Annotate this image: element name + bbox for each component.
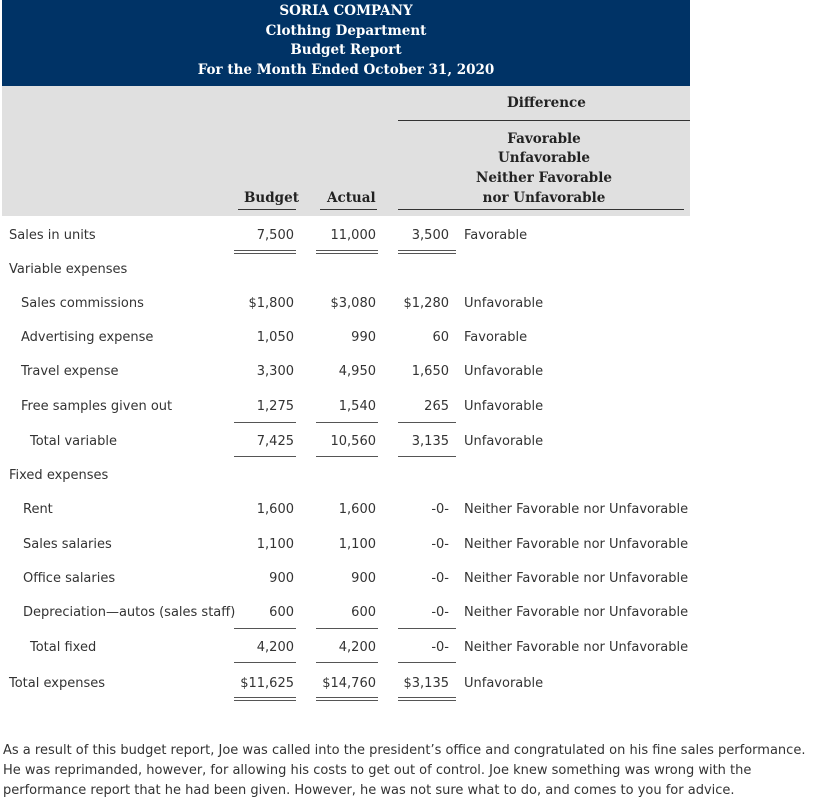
status-cell: Unfavorable [464,296,544,311]
difference-heading: Difference [507,95,586,111]
narrative-paragraph: As a result of this budget report, Joe was called into the president’s office and congratulated on his fine sales performance. He was reprimanded, however, for allowing his costs to get out of control. Joe knew something was wrong with the performance report that he had been given. However, he was not sure what to do, and comes to you for advice. [3,743,806,798]
budget-heading-rule [238,209,296,210]
diff-label-nor: nor Unfavorable [482,190,606,206]
difference-cell: 60 [432,330,449,345]
underline-before-total-variable-budget [234,422,296,423]
budget-cell: 1,275 [256,399,294,414]
status-cell: Neither Favorable nor Unfavorable [464,640,689,655]
row-label-free-samples: Free samples given out [21,399,173,414]
actual-cell: 1,600 [338,502,376,517]
status-cell: Favorable [464,228,528,243]
underline-total-variable-budget [234,456,296,457]
actual-cell: $3,080 [330,296,376,311]
budget-cell: $1,800 [248,296,294,311]
report-header [2,0,690,86]
status-cell: Unfavorable [464,399,544,414]
company-name: SORIA COMPANY [279,3,413,19]
difference-cell: $3,135 [403,676,449,691]
budget-cell: 600 [269,605,294,620]
actual-heading-rule [320,209,377,210]
underline-before-total-fixed-diff [398,628,456,629]
row-label-total-variable: Total variable [30,434,117,449]
row-label-sales-commissions: Sales commissions [21,296,144,311]
difference-cell: 265 [424,399,449,414]
diff-label-unfavorable: Unfavorable [497,150,590,166]
budget-cell: 4,200 [256,640,294,655]
actual-cell: 990 [351,330,376,345]
status-cell: Unfavorable [464,434,544,449]
diff-label-neither: Neither Favorable [476,170,612,186]
row-label-fixed-expenses: Fixed expenses [9,468,109,483]
budget-cell: 7,500 [256,228,294,243]
row-label-total-expenses: Total expenses [9,676,105,691]
difference-cell: -0- [431,571,449,586]
status-cell: Neither Favorable nor Unfavorable [464,537,689,552]
budget-heading: Budget [244,190,299,206]
difference-cell: -0- [431,640,449,655]
status-cell: Favorable [464,330,528,345]
report-title: Budget Report [290,42,402,58]
double-underline-units-diff [398,250,456,254]
row-label-sales-in-units: Sales in units [9,228,96,243]
status-cell: Unfavorable [464,364,544,379]
double-underline-total-expenses-budget [234,697,296,701]
actual-cell: 11,000 [330,228,376,243]
budget-cell: 3,300 [256,364,294,379]
underline-total-fixed-diff [398,662,456,663]
report-period: For the Month Ended October 31, 2020 [197,61,495,78]
double-underline-units-actual [316,250,378,254]
budget-cell: 900 [269,571,294,586]
underline-before-total-variable-diff [398,422,456,423]
row-label-travel-expense: Travel expense [21,364,119,379]
department-name: Clothing Department [265,22,427,39]
budget-cell: $11,625 [240,676,294,691]
difference-heading-rule [398,209,684,210]
difference-cell: 3,135 [411,434,449,449]
budget-cell: 7,425 [256,434,294,449]
difference-rule [398,120,690,121]
row-label-sales-salaries: Sales salaries [23,537,112,552]
actual-cell: 10,560 [330,434,376,449]
actual-cell: $14,760 [322,676,376,691]
actual-cell: 600 [351,605,376,620]
row-label-rent: Rent [23,502,53,517]
difference-cell: -0- [431,502,449,517]
underline-before-total-variable-actual [316,422,378,423]
actual-cell: 900 [351,571,376,586]
budget-cell: 1,050 [256,330,294,345]
status-cell: Neither Favorable nor Unfavorable [464,571,689,586]
actual-cell: 1,100 [338,537,376,552]
difference-cell: $1,280 [403,296,449,311]
difference-cell: 1,650 [411,364,449,379]
underline-total-variable-actual [316,456,378,457]
underline-before-total-fixed-actual [316,628,378,629]
actual-cell: 4,950 [338,364,376,379]
actual-cell: 4,200 [338,640,376,655]
actual-heading: Actual [327,190,376,206]
underline-total-fixed-actual [316,662,378,663]
double-underline-units-budget [234,250,296,254]
underline-total-fixed-budget [234,662,296,663]
status-cell: Neither Favorable nor Unfavorable [464,605,689,620]
row-label-advertising-expense: Advertising expense [21,330,154,345]
underline-total-variable-diff [398,456,456,457]
budget-cell: 1,100 [256,537,294,552]
actual-cell: 1,540 [338,399,376,414]
difference-cell: 3,500 [411,228,449,243]
row-label-office-salaries: Office salaries [23,571,116,586]
difference-cell: -0- [431,537,449,552]
diff-label-favorable: Favorable [507,131,581,147]
row-label-total-fixed: Total fixed [30,640,97,655]
underline-before-total-fixed-budget [234,628,296,629]
difference-cell: -0- [431,605,449,620]
status-cell: Unfavorable [464,676,544,691]
double-underline-total-expenses-actual [316,697,378,701]
row-label-variable-expenses: Variable expenses [9,262,128,277]
double-underline-total-expenses-diff [398,697,456,701]
budget-cell: 1,600 [256,502,294,517]
status-cell: Neither Favorable nor Unfavorable [464,502,689,517]
row-label-depreciation-autos: Depreciation—autos (sales staff) [23,605,236,620]
